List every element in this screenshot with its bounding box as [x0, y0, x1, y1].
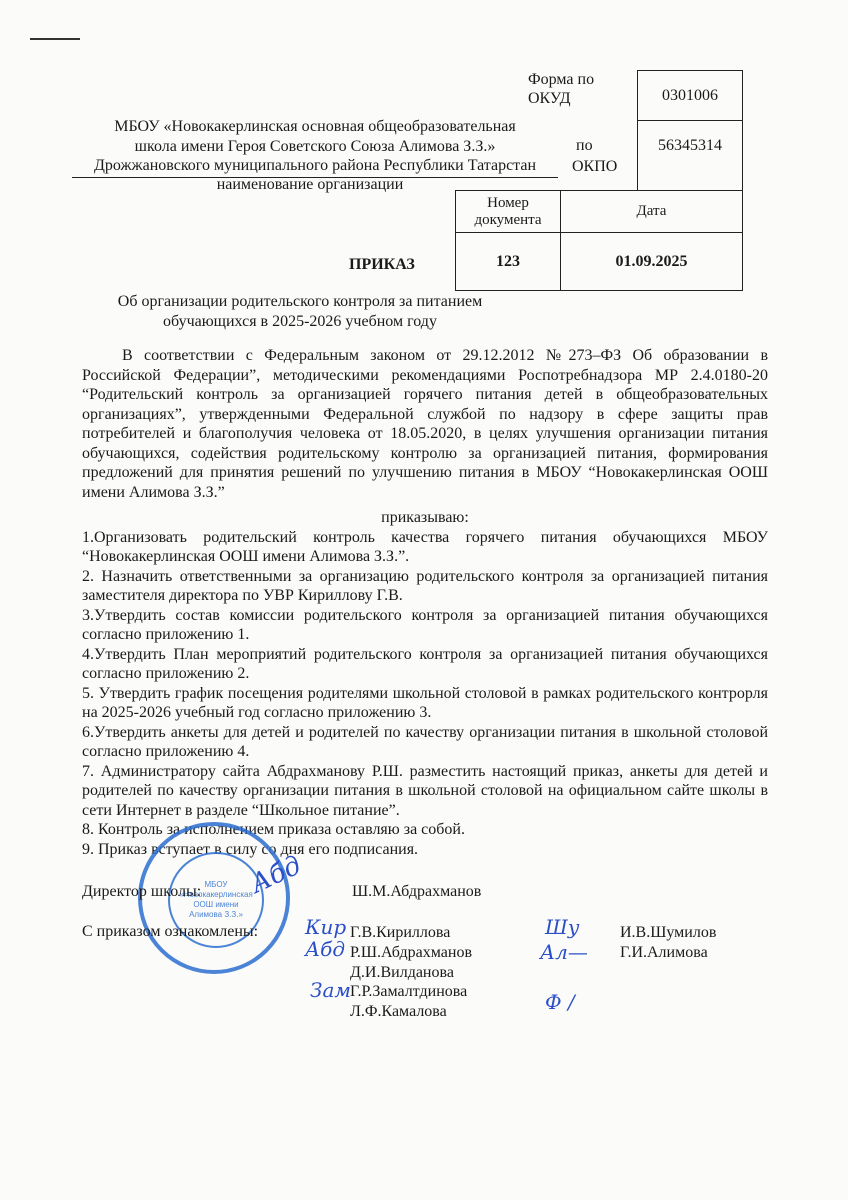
acquainted-name: Р.Ш.Абдрахманов [350, 943, 472, 961]
acquainted-name: Г.Р.Замалтдинова [350, 983, 468, 1001]
okud-label-line: ОКУД [528, 90, 571, 107]
acquainted-name: Л.Ф.Камалова [350, 1003, 447, 1021]
org-name-line: школа имени Героя Советского Союза Алимова З.З.» [134, 137, 496, 155]
okud-value: 0301006 [638, 71, 742, 121]
okpo-label-line: по [576, 137, 593, 154]
doc-date-header: Дата [561, 191, 743, 233]
organization-name [70, 117, 560, 176]
order-item: 8. Контроль за исполнением приказа оставляю за собой. [82, 821, 465, 838]
doc-number-header: Номер документа [456, 191, 561, 233]
director-name: Ш.М.Абдрахманов [352, 883, 482, 900]
order-item: 2. Назначить ответственными за организацию родительского контроля за организацией питания заместителя директора по УВР Кириллову Г.В. [82, 567, 768, 604]
preamble: В соответствии с Федеральным законом от 29.12.2012 №273–ФЗ Об образовании в Российской Федерации”, методическими рекомендациями Роспотребнадзора МР 2.4.0180-20 “Родительский контроль за организацией горячего питания детей в общеобразовательных организациях”, утвержденными Федеральной службой по надзору в сфере защиты прав потребителей и благополучия человека от 18.05.2020, в целях улучшения организации питания обучающихся, содействия родительскому контролю за организацией питания, формирования предложений для принятия решений по улучшению питания в МБОУ “Новокакерлинская ООШ имени Алимова З.З.” [82, 347, 768, 501]
order-item: 4.Утвердить План мероприятий родительского контроля за организацией питания обучающихся согласно приложению 2. [82, 645, 768, 682]
order-item: 7. Администратору сайта Абдрахманову Р.Ш. разместить настоящий приказ, анкеты для детей и родителей по качеству организации питания в школьной столовой на официальном сайте школы в сети Интернет в разделе “Школьное питание”. [82, 762, 768, 819]
org-name-line: МБОУ «Новокакерлинская основная общеобразовательная [114, 118, 516, 135]
handwritten-signature: Зам [310, 978, 351, 1002]
okpo-value: 56345314 [658, 137, 722, 154]
order-word: приказываю: [381, 509, 469, 526]
order-item: 3.Утвердить состав комиссии родительского контроля за организацией питания обучающихся согласно приложению 1. [82, 606, 768, 643]
okpo-label [572, 136, 617, 176]
handwritten-signature: Ал— [540, 940, 588, 964]
order-item: 5. Утвердить график посещения родителями школьной столовой в рамках родительского контрорля на 2025-2026 учебный год согласно приложению 3. [82, 684, 768, 721]
okpo-label-line: ОКПО [572, 158, 618, 175]
handwritten-signature: Кир [305, 915, 347, 939]
acquainted-name: Г.В.Кириллова [350, 924, 451, 941]
order-item: 1.Организовать родительский контроль качества горячего питания обучающихся МБОУ “Новокакерлинская ООШ имени Алимова З.З.”. [82, 528, 768, 565]
scan-mark [30, 38, 80, 40]
okud-label-line: Форма по [528, 71, 595, 88]
order-item: 6.Утвердить анкеты для детей и родителей по качеству организации питания в школьной столовой согласно приложению 4. [82, 723, 768, 760]
title-line: Об организации родительского контроля за питанием [117, 293, 483, 310]
document-table [455, 190, 743, 291]
org-name-line: Дрожжановского муниципального района Республики Татарстан [93, 157, 537, 174]
acquainted-names-right [620, 923, 716, 963]
director-label: Директор школы: [82, 883, 202, 900]
handwritten-signature: Абд [305, 937, 346, 961]
title-line: обучающихся в 2025-2026 учебном году [163, 313, 437, 330]
doc-number: 123 [456, 233, 561, 291]
acquainted-name: И.В.Шумилов [620, 924, 717, 941]
order-item: 9. Приказ вступает в силу со дня его подписания. [82, 840, 419, 858]
handwritten-signature: Ф / [545, 990, 575, 1014]
org-caption: наименование организации [216, 176, 404, 193]
codes-box [637, 70, 743, 191]
order-title [80, 292, 520, 332]
stamp-center: МБОУ «Новокакерлинская ООШ имени Алимова З.З.» [168, 852, 264, 948]
doc-date: 01.09.2025 [561, 233, 743, 291]
acquainted-name: Д.И.Вилданова [350, 963, 454, 981]
acquainted-label: С приказом ознакомлены: [82, 923, 259, 940]
acquainted-names-left [350, 923, 472, 1022]
okud-label [528, 70, 594, 108]
doc-type: ПРИКАЗ [349, 256, 415, 273]
acquainted-name: Г.И.Алимова [620, 943, 708, 961]
order-body [82, 346, 768, 859]
handwritten-signature: Шу [545, 915, 580, 939]
director-signature: Абд [246, 850, 306, 900]
